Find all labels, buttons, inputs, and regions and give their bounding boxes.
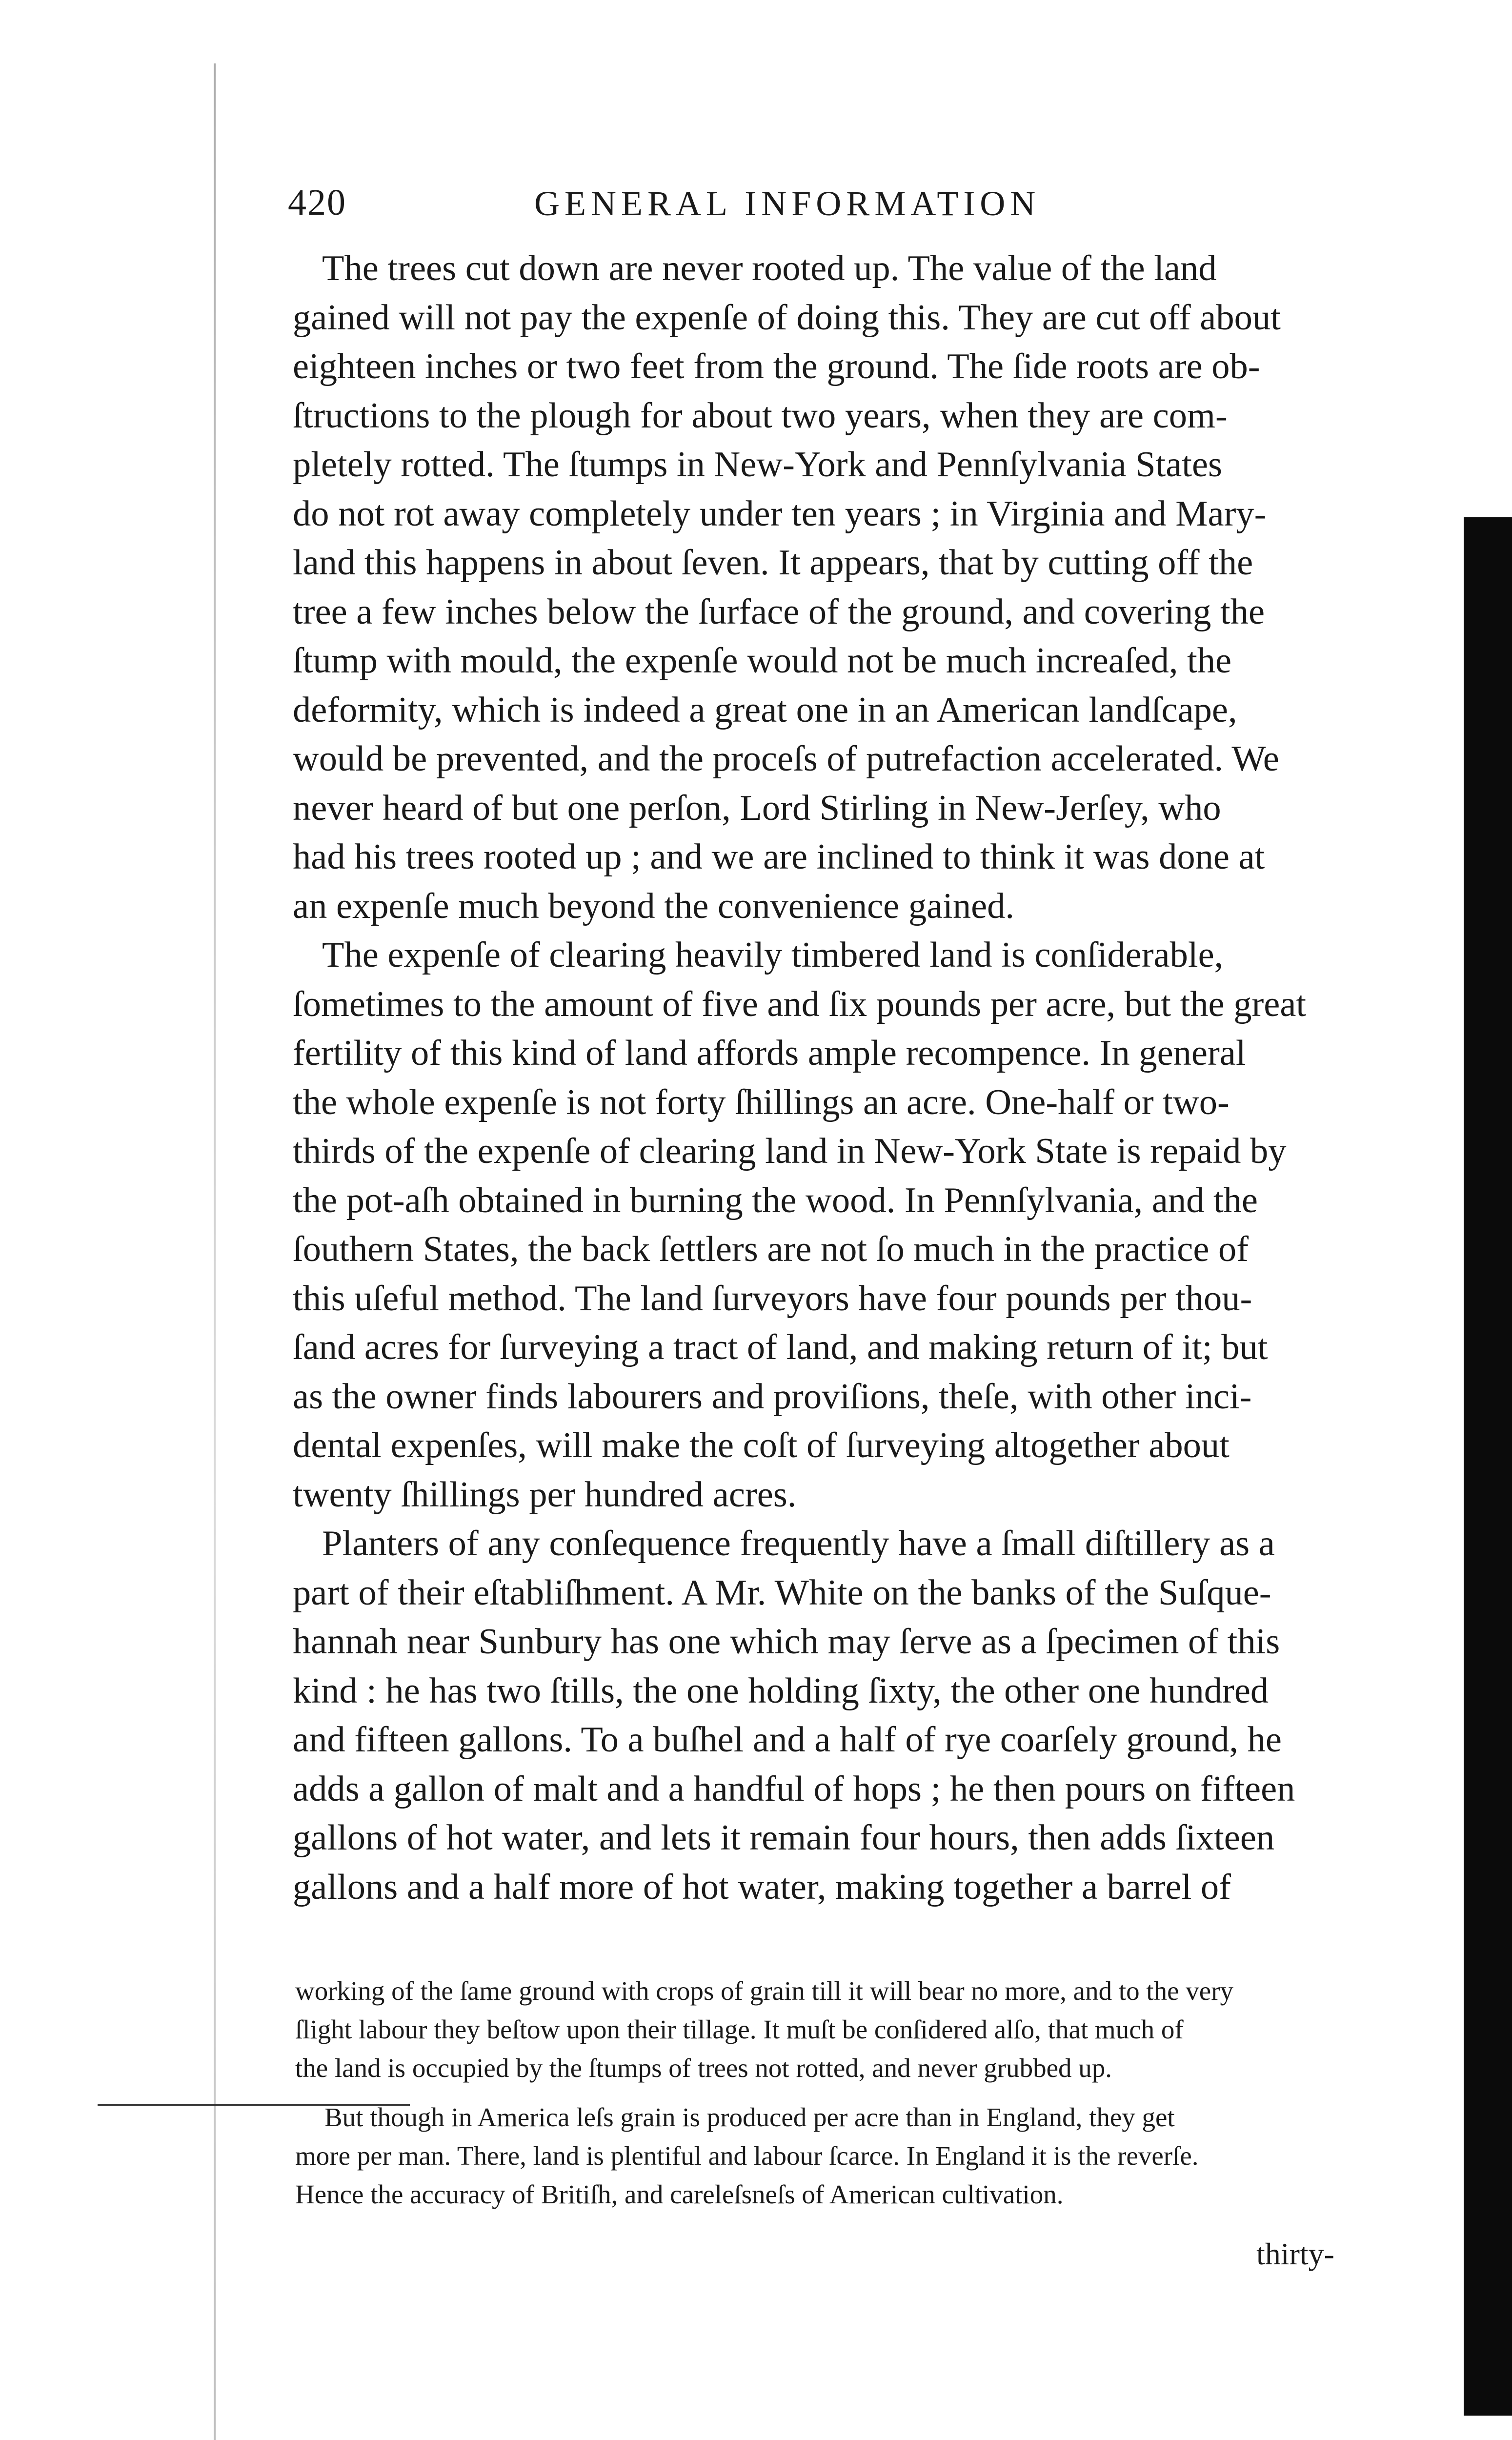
text-line: pletely rotted. The ſtumps in New-York and Pennſylvania States: [293, 445, 1223, 485]
text-line: ſtump with mould, the expenſe would not be much increaſed, the: [293, 641, 1232, 681]
text-line: thirds of the expenſe of clearing land in New-York State is repaid by: [293, 1131, 1287, 1171]
text-line: ſtructions to the plough for about two years, when they are com-: [293, 395, 1228, 436]
text-line: twenty ſhillings per hundred acres.: [293, 1474, 797, 1515]
footnote-line: more per man. There, land is plentiful and labour ſcarce. In England it is the reverſe.: [295, 2141, 1199, 2171]
text-line: had his trees rooted up ; and we are inclined to think it was done at: [293, 837, 1265, 877]
text-line: the pot-aſh obtained in burning the wood. In Pennſylvania, and the: [293, 1180, 1258, 1220]
text-line: this uſeful method. The land ſurveyors have four pounds per thou-: [293, 1278, 1252, 1319]
text-line: fertility of this kind of land affords ample recompence. In general: [293, 1033, 1246, 1073]
text-line: hannah near Sunbury has one which may ſerve as a ſpecimen of this: [293, 1622, 1280, 1662]
text-line: do not rot away completely under ten years ; in Virginia and Mary-: [293, 493, 1267, 534]
footnote-1: [295, 1972, 1369, 2087]
text-line: deformity, which is indeed a great one in an American landſcape,: [293, 690, 1237, 730]
binding-strip: [1464, 517, 1512, 2416]
text-line: an expenſe much beyond the convenience gained.: [293, 886, 1015, 926]
text-line: gallons of hot water, and lets it remain four hours, then adds ſixteen: [293, 1818, 1275, 1858]
text-line: eighteen inches or two feet from the ground. The ſide roots are ob-: [293, 346, 1260, 386]
footnote-line: Hence the accuracy of Britiſh, and careleſsneſs of American cultivation.: [295, 2179, 1064, 2209]
page-number: 420: [288, 182, 346, 223]
text-line: the whole expenſe is not forty ſhillings an acre. One-half or two-: [293, 1082, 1230, 1122]
footnote-line: the land is occupied by the ſtumps of trees not rotted, and never grubbed up.: [295, 2053, 1112, 2083]
text-line: tree a few inches below the ſurface of the ground, and covering the: [293, 591, 1265, 632]
footnote-line: working of the ſame ground with crops of grain till it will bear no more, and to the very: [295, 1976, 1234, 2006]
text-line: The expenſe of clearing heavily timbered land is conſiderable,: [322, 935, 1224, 975]
text-line: would be prevented, and the proceſs of putrefaction accelerated. We: [293, 739, 1279, 779]
paragraph-1: [293, 244, 1366, 931]
text-line: and fifteen gallons. To a buſhel and a half of rye coarſely ground, he: [293, 1720, 1282, 1760]
footnotes: [295, 1972, 1369, 2214]
footnote-line: ſlight labour they beſtow upon their tillage. It muſt be conſidered alſo, that much of: [295, 2014, 1184, 2044]
footnote-line: But though in America leſs grain is produced per acre than in England, they get: [324, 2102, 1175, 2132]
text-line: dental expenſes, will make the coſt of ſurveying altogether about: [293, 1425, 1230, 1465]
text-line: gained will not pay the expenſe of doing this. They are cut off about: [293, 297, 1281, 338]
footnote-2: [295, 2098, 1369, 2214]
page-header: [288, 182, 1376, 235]
text-line: part of their eſtabliſhment. A Mr. White on the banks of the Suſque-: [293, 1572, 1271, 1613]
text-line: never heard of but one perſon, Lord Stirling in New-Jerſey, who: [293, 788, 1221, 828]
text-line: ſometimes to the amount of five and ſix pounds per acre, but the great: [293, 984, 1307, 1024]
text-line: kind : he has two ſtills, the one holding ſixty, the other one hundred: [293, 1670, 1269, 1711]
text-line: ſand acres for ſurveying a tract of land, and making return of it; but: [293, 1327, 1268, 1367]
text-line: The trees cut down are never rooted up. The value of the land: [322, 248, 1217, 288]
text-line: ſouthern States, the back ſettlers are not ſo much in the practice of: [293, 1229, 1249, 1269]
text-line: as the owner finds labourers and proviſions, theſe, with other inci-: [293, 1376, 1252, 1417]
page-edge-shadow: [214, 63, 216, 2440]
catchword: thirty-: [1256, 2237, 1334, 2271]
paragraph-2: [293, 931, 1366, 1519]
text-line: adds a gallon of malt and a handful of hops ; he then pours on fifteen: [293, 1769, 1295, 1809]
body-text: [293, 244, 1366, 1911]
text-line: land this happens in about ſeven. It appears, that by cutting off the: [293, 543, 1253, 583]
text-line: gallons and a half more of hot water, making together a barrel of: [293, 1867, 1231, 1907]
running-head: GENERAL INFORMATION: [534, 184, 1041, 223]
text-line: Planters of any conſequence frequently have a ſmall diſtillery as a: [322, 1524, 1275, 1564]
paragraph-3: [293, 1519, 1366, 1911]
